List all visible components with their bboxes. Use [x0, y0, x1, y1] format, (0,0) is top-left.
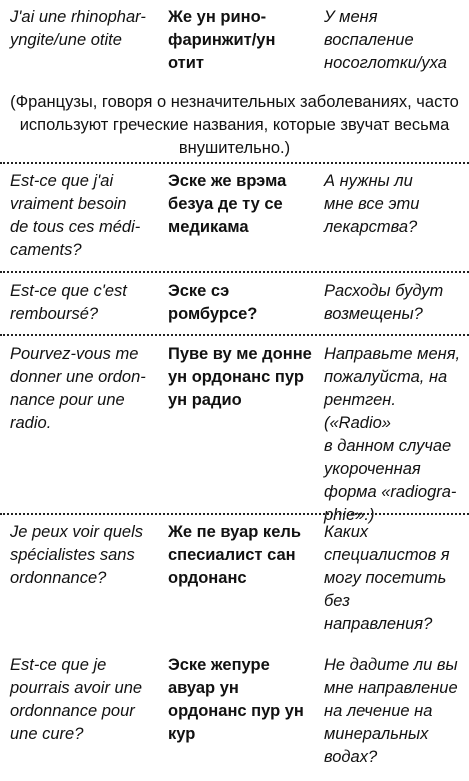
transcription: Же пе вуар кель спесиалист сан ордонанс [168, 523, 301, 587]
russian-translation: Каких специалистов я могу посетить без направления? [324, 523, 450, 633]
row-separator [0, 271, 469, 273]
french-phrase: Pourvez-vous me donner une ordon- nance pour une radio. [10, 345, 146, 432]
russian-translation: А нужны ли мне все эти лекарства? [324, 172, 420, 236]
russian-translation: Расходы будут возмещены? [324, 282, 444, 323]
row-separator [0, 162, 469, 164]
french-phrase: Je peux voir quels spécialistes sans ordonnance? [10, 523, 143, 587]
french-phrase: Est-ce que c'est remboursé? [10, 282, 127, 323]
french-phrase: J'ai une rhinophar- yngite/une otite [10, 8, 146, 49]
russian-translation: У меня воспаление носоглотки/уха [324, 8, 447, 72]
russian-translation: Направьте меня, пожалуйста, на рентген. («Radio» в данном случае укороченная форма «radiogra- phie».) [324, 345, 461, 524]
transcription: Эске же врэма безуа де ту се медикама [168, 172, 287, 236]
explanatory-note: (Французы, говоря о незначительных заболеваниях, часто используют греческие названия, которые звучат весьма внушительно.) [10, 93, 459, 157]
russian-translation: Не дадите ли вы мне направление на лечение на минеральных водах? [324, 656, 458, 766]
transcription: Эске жепуре авуар ун ордонанс пур ун кур [168, 656, 304, 743]
french-phrase: Est-ce que je pourrais avoir une ordonnance pour une cure? [10, 656, 143, 743]
transcription: Эске сэ ромбурсе? [168, 282, 258, 323]
row-separator [0, 334, 469, 336]
row-separator [0, 513, 469, 515]
french-phrase: Est-ce que j'ai vraiment besoin de tous ces médi- caments? [10, 172, 141, 259]
transcription: Пуве ву ме донне ун ордонанс пур ун радио [168, 345, 312, 409]
transcription: Же ун рино- фаринжит/ун отит [168, 8, 276, 72]
